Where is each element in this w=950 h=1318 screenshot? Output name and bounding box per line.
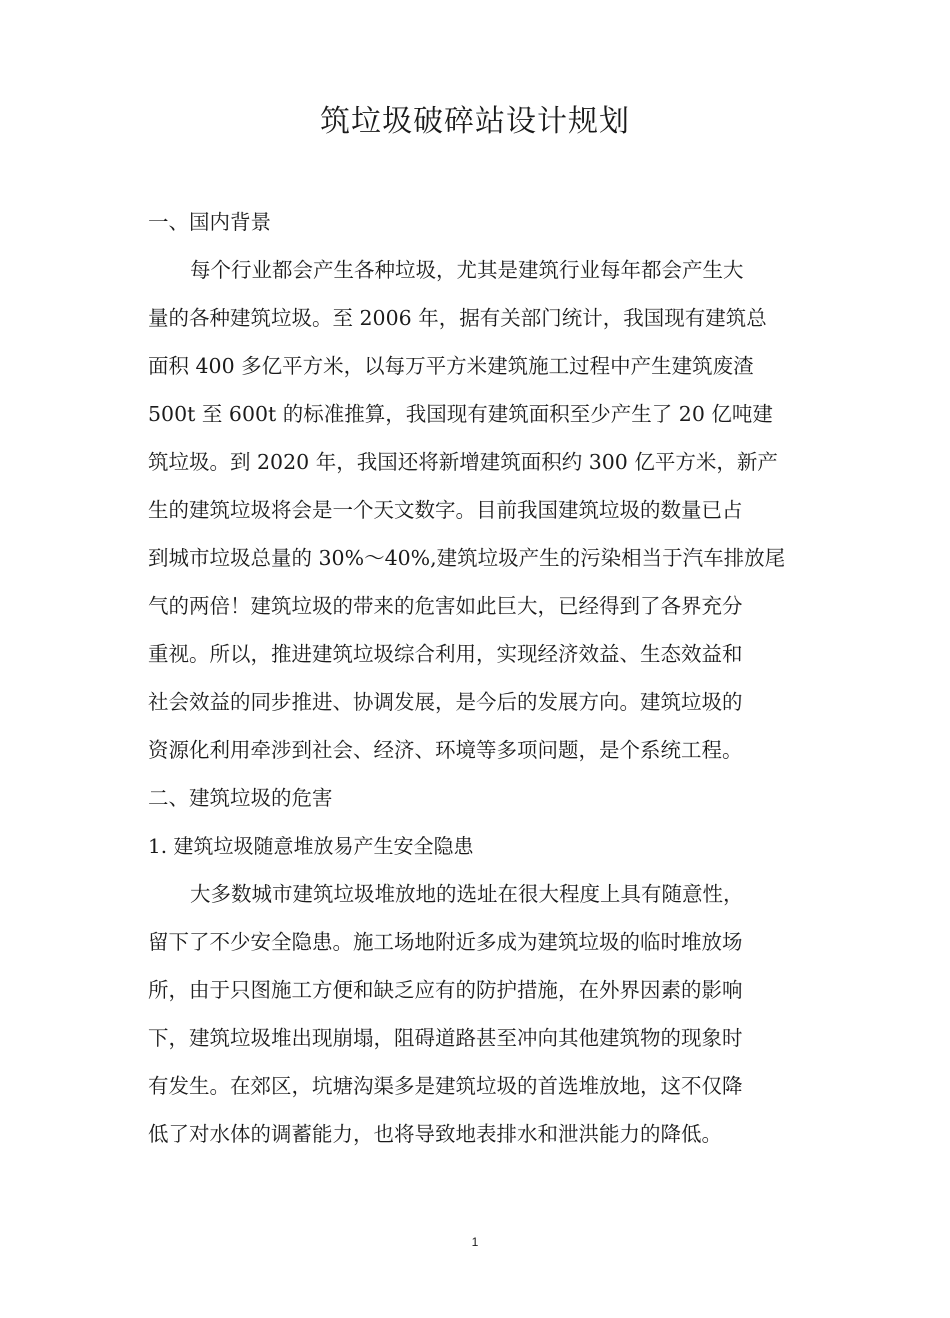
paragraph-line: 量的各种建筑垃圾。至 2006 年，据有关部门统计，我国现有建筑总 bbox=[148, 306, 767, 330]
document-body bbox=[148, 198, 804, 1158]
paragraph-line: 重视。所以，推进建筑垃圾综合利用，实现经济效益、生态效益和 bbox=[148, 642, 743, 666]
paragraph-line: 面积 400 多亿平方米，以每万平方米建筑施工过程中产生建筑废渣 bbox=[148, 354, 754, 378]
paragraph-line: 500t 至 600t 的标准推算，我国现有建筑面积至少产生了 20 亿吨建 bbox=[148, 402, 773, 426]
paragraph-line: 低了对水体的调蓄能力，也将导致地表排水和泄洪能力的降低。 bbox=[148, 1122, 722, 1146]
paragraph-line: 筑垃圾。到 2020 年，我国还将新增建筑面积约 300 亿平方米，新产 bbox=[148, 450, 778, 474]
paragraph-line: 有发生。在郊区，坑塘沟渠多是建筑垃圾的首选堆放地，这不仅降 bbox=[148, 1074, 743, 1098]
paragraph-line: 大多数城市建筑垃圾堆放地的选址在很大程度上具有随意性， bbox=[190, 882, 744, 906]
paragraph-line: 气的两倍！建筑垃圾的带来的危害如此巨大，已经得到了各界充分 bbox=[148, 594, 743, 618]
section-heading: 二、建筑垃圾的危害 bbox=[148, 786, 333, 810]
paragraph-line: 生的建筑垃圾将会是一个天文数字。目前我国建筑垃圾的数量已占 bbox=[148, 498, 743, 522]
paragraph-line: 到城市垃圾总量的 30%～40%,建筑垃圾产生的污染相当于汽车排放尾 bbox=[148, 546, 786, 570]
page-number: 1 bbox=[471, 1235, 479, 1249]
paragraph-line: 资源化利用牵涉到社会、经济、环境等多项问题，是个系统工程。 bbox=[148, 738, 743, 762]
section-heading: 一、国内背景 bbox=[148, 210, 271, 234]
paragraph-line: 留下了不少安全隐患。施工场地附近多成为建筑垃圾的临时堆放场 bbox=[148, 930, 743, 954]
paragraph-line: 所，由于只图施工方便和缺乏应有的防护措施，在外界因素的影响 bbox=[148, 978, 743, 1002]
paragraph-line: 下，建筑垃圾堆出现崩塌，阻碍道路甚至冲向其他建筑物的现象时 bbox=[148, 1026, 743, 1050]
paragraph-line: 每个行业都会产生各种垃圾，尤其是建筑行业每年都会产生大 bbox=[190, 258, 744, 282]
paragraph-line: 社会效益的同步推进、协调发展，是今后的发展方向。建筑垃圾的 bbox=[148, 690, 743, 714]
subsection-heading: 1. 建筑垃圾随意堆放易产生安全隐患 bbox=[148, 834, 474, 858]
document-title: 筑垃圾破碎站设计规划 bbox=[320, 104, 630, 139]
